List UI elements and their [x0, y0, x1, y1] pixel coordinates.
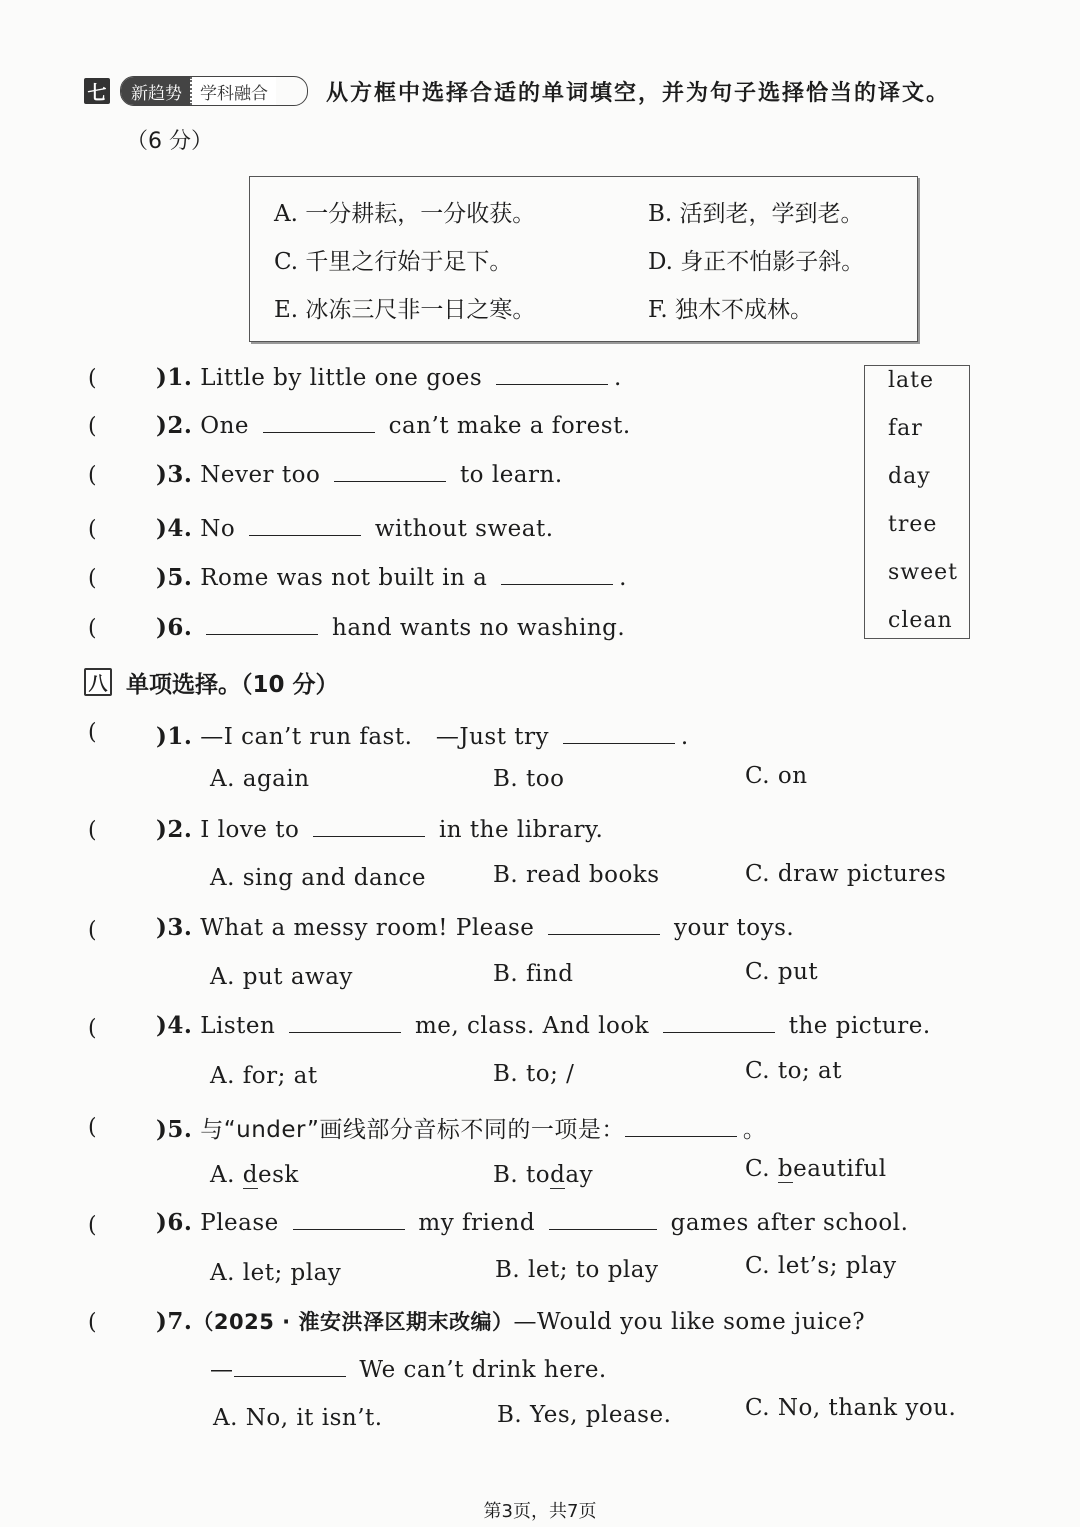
option-label: A.: [210, 1162, 235, 1188]
answer-paren[interactable]: (: [88, 918, 97, 943]
answer-paren[interactable]: (: [88, 366, 97, 391]
s7-question-2: [156, 412, 631, 439]
s8-question-7: [156, 1306, 865, 1336]
question-number: )1.: [156, 723, 193, 750]
question-number: )6.: [156, 614, 193, 641]
question-text: —Would you like some juice?: [513, 1309, 866, 1335]
blank[interactable]: [206, 614, 318, 635]
s7-question-5: [156, 564, 627, 591]
translation-b: B. 活到老，学到老。: [648, 201, 864, 227]
s8-question-3: [156, 914, 794, 941]
option-text: eautiful: [793, 1156, 887, 1182]
translation-c: C. 千里之行始于足下。: [274, 249, 513, 275]
answer-paren[interactable]: (: [88, 616, 97, 641]
question-text: What a messy room! Please: [200, 915, 535, 941]
option-a[interactable]: A. let; play: [210, 1260, 342, 1286]
option-text: esk: [257, 1162, 299, 1188]
option-b[interactable]: B. Yes, please.: [497, 1402, 672, 1428]
option-c[interactable]: [745, 1156, 887, 1182]
question-number: )4.: [156, 515, 193, 542]
question-text: .: [614, 365, 622, 391]
s7-question-3: [156, 461, 563, 488]
blank[interactable]: [263, 412, 375, 433]
answer-paren[interactable]: (: [88, 720, 97, 745]
word-late: late: [888, 368, 935, 393]
s8-question-4: [156, 1012, 931, 1039]
blank[interactable]: [548, 914, 660, 935]
word-tree: tree: [888, 512, 938, 537]
option-label: B.: [493, 1162, 519, 1188]
option-c[interactable]: C. put: [745, 959, 819, 985]
blank[interactable]: [313, 816, 425, 837]
option-label: C.: [745, 1156, 771, 1182]
option-c[interactable]: C. draw pictures: [745, 861, 947, 887]
s7-question-6: [156, 614, 625, 641]
question-text: in the library.: [438, 817, 604, 843]
option-b[interactable]: B. read books: [493, 862, 660, 888]
question-number: )2.: [156, 816, 193, 843]
question-number: )7.: [156, 1308, 193, 1335]
question-text: —: [210, 1357, 234, 1383]
question-text: Never too: [200, 462, 321, 488]
translation-f: F. 独木不成林。: [648, 297, 813, 323]
translation-e: E. 冰冻三尺非一日之寒。: [274, 297, 536, 323]
option-b[interactable]: B. to; /: [493, 1061, 575, 1087]
translation-a: A. 一分耕耘，一分收获。: [274, 201, 536, 227]
option-a[interactable]: A. again: [210, 766, 310, 792]
question-number: )6.: [156, 1209, 193, 1236]
option-c[interactable]: C. on: [745, 763, 808, 789]
blank[interactable]: [663, 1012, 775, 1033]
question-number: )1.: [156, 364, 193, 391]
s8-question-2: [156, 816, 603, 843]
option-b[interactable]: B. find: [493, 961, 574, 987]
s8-question-6: [156, 1209, 908, 1236]
blank[interactable]: [234, 1356, 346, 1377]
blank[interactable]: [289, 1012, 401, 1033]
answer-paren[interactable]: (: [88, 414, 97, 439]
s8-question-1: [156, 718, 689, 751]
blank[interactable]: [563, 723, 675, 744]
option-b[interactable]: [493, 1162, 593, 1188]
question-text: without sweat.: [374, 516, 554, 542]
section-tag: [120, 76, 308, 106]
page-footer: 第3页，共7页: [483, 1501, 597, 1522]
question-text: to learn.: [459, 462, 563, 488]
answer-paren[interactable]: (: [88, 818, 97, 843]
question-text: Listen: [200, 1013, 276, 1039]
question-text: —I can’t run fast. —Just try: [200, 724, 550, 750]
answer-paren[interactable]: (: [88, 1115, 97, 1140]
s7-question-4: [156, 515, 554, 542]
option-a[interactable]: A. No, it isn’t.: [213, 1405, 383, 1431]
word-box: [864, 365, 970, 639]
answer-paren[interactable]: (: [88, 1016, 97, 1041]
answer-paren[interactable]: (: [88, 517, 97, 542]
question-text: .: [680, 724, 689, 750]
question-text: No: [200, 516, 236, 542]
question-text: I love to: [200, 817, 300, 843]
section-7-instruction: 从方框中选择合适的单词填空，并为句子选择恰当的译文。: [326, 81, 951, 106]
section-7-number: 七: [84, 78, 110, 104]
question-text: Please: [200, 1210, 279, 1236]
blank[interactable]: [625, 1116, 737, 1137]
option-c[interactable]: C. to; at: [745, 1058, 843, 1084]
question-text: 。: [742, 1117, 767, 1143]
blank[interactable]: [496, 364, 608, 385]
option-b[interactable]: B. too: [493, 766, 565, 792]
word-sweet: sweet: [888, 560, 959, 585]
question-text: your toys.: [674, 915, 795, 941]
question-text: Little by little one goes: [200, 365, 483, 391]
question-text: 与“under”画线部分音标不同的一项是：: [200, 1117, 625, 1143]
answer-paren[interactable]: (: [88, 1213, 97, 1238]
question-text: the picture.: [788, 1013, 931, 1039]
section-8-title: 单项选择。（10 分）: [126, 672, 339, 698]
underlined-letter: b: [777, 1156, 794, 1182]
option-text: ay: [565, 1162, 594, 1188]
question-text: .: [619, 565, 627, 591]
question-number: )5.: [156, 564, 193, 591]
section-7-score: （6 分）: [126, 129, 213, 154]
question-number: )2.: [156, 412, 193, 439]
blank[interactable]: [293, 1209, 405, 1230]
question-text: Rome was not built in a: [200, 565, 488, 591]
blank[interactable]: [249, 515, 361, 536]
blank[interactable]: [334, 461, 446, 482]
question-number: )3.: [156, 461, 193, 488]
underlined-letter: d: [550, 1162, 566, 1188]
question-text: can’t make a forest.: [388, 413, 631, 439]
word-far: far: [888, 416, 923, 441]
option-c[interactable]: C. let’s; play: [745, 1253, 897, 1279]
question-number: )3.: [156, 914, 193, 941]
answer-paren[interactable]: (: [88, 566, 97, 591]
translation-box: [249, 176, 918, 342]
blank[interactable]: [501, 564, 613, 585]
s8-question-5: [156, 1111, 766, 1144]
option-a[interactable]: A. for; at: [210, 1063, 318, 1089]
s7-question-1: [156, 364, 622, 391]
option-a[interactable]: A. sing and dance: [210, 865, 427, 891]
word-day: day: [888, 464, 931, 489]
option-a[interactable]: A. put away: [210, 964, 353, 990]
word-clean: clean: [888, 608, 953, 633]
option-b[interactable]: B. let; to play: [495, 1257, 659, 1283]
tag-trend: 新趋势: [121, 77, 190, 105]
answer-paren[interactable]: (: [88, 463, 97, 488]
question-source: （2025 · 淮安洪泽区期末改编）: [192, 1310, 514, 1334]
option-text: to: [526, 1162, 551, 1188]
question-text: my friend: [418, 1210, 536, 1236]
tag-subject: 学科融合: [190, 77, 276, 105]
question-text: One: [200, 413, 249, 439]
s8-question-7-reply: [210, 1356, 607, 1383]
section-8-number: 八: [84, 668, 112, 696]
answer-paren[interactable]: (: [88, 1310, 97, 1335]
underlined-letter: d: [242, 1162, 258, 1188]
question-text: hand wants no washing.: [332, 615, 626, 641]
translation-d: D. 身正不怕影子斜。: [648, 249, 865, 275]
question-text: games after school.: [670, 1210, 909, 1236]
question-number: )4.: [156, 1012, 193, 1039]
option-a[interactable]: [210, 1162, 299, 1188]
blank[interactable]: [549, 1209, 657, 1230]
question-number: )5.: [156, 1116, 193, 1143]
question-text: We can’t drink here.: [359, 1357, 607, 1383]
option-c[interactable]: C. No, thank you.: [745, 1395, 957, 1421]
question-text: me, class. And look: [414, 1013, 650, 1039]
